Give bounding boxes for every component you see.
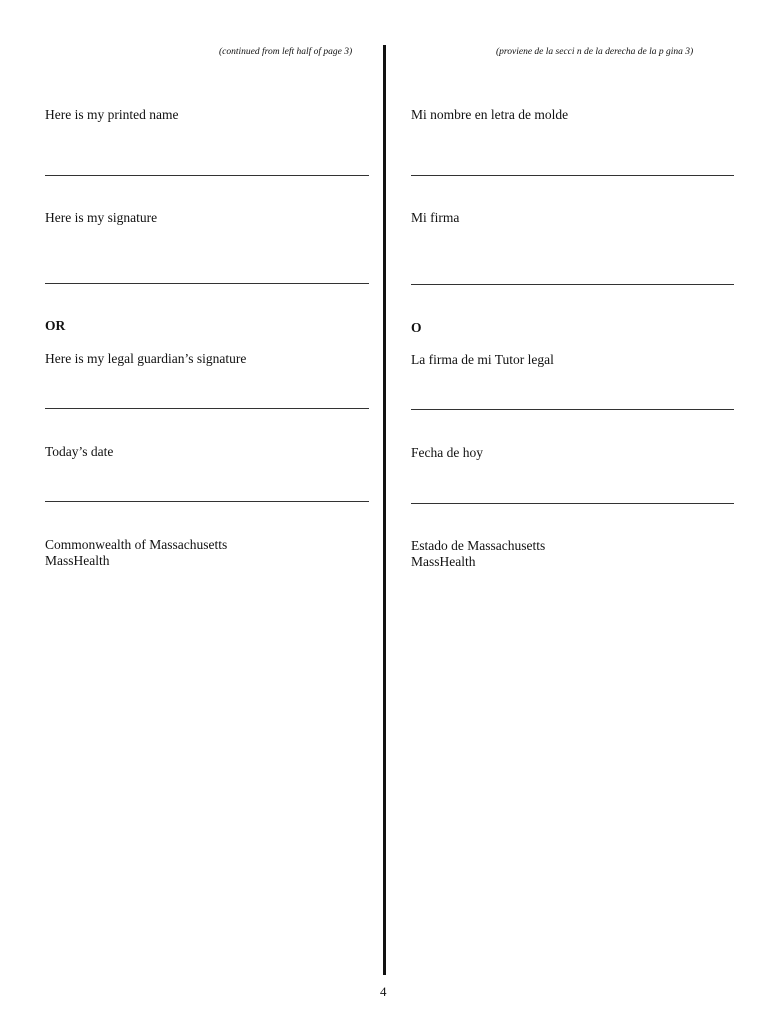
date-label-left: Today’s date bbox=[45, 444, 114, 459]
column-divider bbox=[383, 45, 386, 975]
date-label-right: Fecha de hoy bbox=[411, 445, 483, 460]
or-label-left: OR bbox=[45, 318, 66, 333]
signature-line-left[interactable] bbox=[45, 283, 369, 284]
date-line-left[interactable] bbox=[45, 501, 369, 502]
or-label-right: O bbox=[411, 320, 422, 335]
guardian-signature-label-right: La firma de mi Tutor legal bbox=[411, 352, 554, 367]
date-line-right[interactable] bbox=[411, 503, 734, 504]
printed-name-line-left[interactable] bbox=[45, 175, 369, 176]
guardian-signature-line-right[interactable] bbox=[411, 409, 734, 410]
signature-line-right[interactable] bbox=[411, 284, 734, 285]
signature-label-left: Here is my signature bbox=[45, 210, 158, 225]
org-line2-right: MassHealth bbox=[411, 554, 476, 569]
org-line1-left: Commonwealth of Massachusetts bbox=[45, 537, 228, 552]
guardian-signature-line-left[interactable] bbox=[45, 408, 369, 409]
printed-name-label-left: Here is my printed name bbox=[45, 107, 179, 122]
printed-name-line-right[interactable] bbox=[411, 175, 734, 176]
continued-note-left: (continued from left half of page 3) bbox=[219, 47, 353, 57]
org-line1-right: Estado de Massachusetts bbox=[411, 538, 546, 553]
continued-note-right: (proviene de la secci n de la derecha de la p gina 3) bbox=[496, 47, 694, 57]
org-line2-left: MassHealth bbox=[45, 553, 110, 568]
printed-name-label-right: Mi nombre en letra de molde bbox=[411, 107, 569, 122]
signature-label-right: Mi firma bbox=[411, 210, 460, 225]
guardian-signature-label-left: Here is my legal guardian’s signature bbox=[45, 351, 247, 366]
page-number: 4 bbox=[380, 984, 387, 999]
